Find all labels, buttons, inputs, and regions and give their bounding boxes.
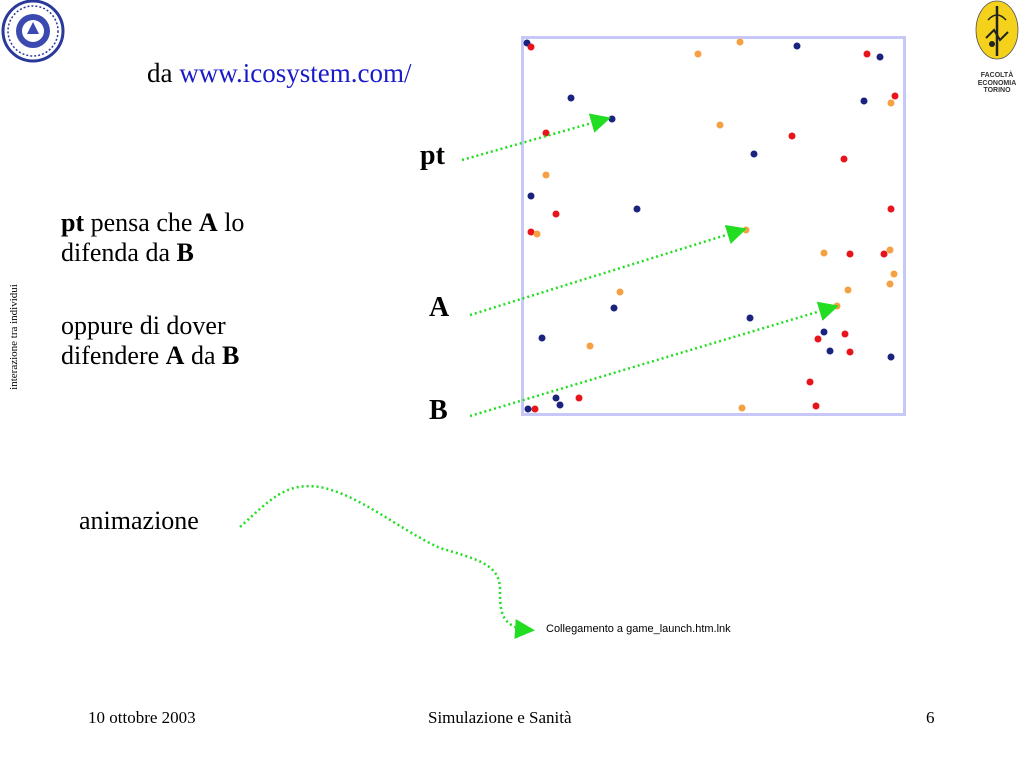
agent-dot	[543, 172, 550, 179]
agent-dot	[528, 44, 535, 51]
term-b: B	[222, 341, 240, 370]
agent-dot	[888, 354, 895, 361]
agent-dot	[821, 250, 828, 257]
arrow-b	[470, 307, 834, 416]
agent-dot	[815, 336, 822, 343]
agent-dot	[532, 406, 539, 413]
footer-title: Simulazione e Sanità	[428, 708, 572, 727]
agent-dot	[892, 93, 899, 100]
para1-text2: lo difenda da	[61, 208, 245, 267]
footer-date: 10 ottobre 2003	[88, 708, 196, 727]
para2-text1: oppure di dover difendere	[61, 311, 226, 370]
agent-dot	[617, 289, 624, 296]
agent-dot	[834, 303, 841, 310]
label-pt: pt	[420, 140, 445, 171]
agent-dot	[887, 247, 894, 254]
agent-dot	[888, 206, 895, 213]
term-a: A	[165, 341, 185, 370]
arrow-animation-link	[240, 486, 530, 630]
agent-dot	[794, 43, 801, 50]
agent-dot	[553, 395, 560, 402]
agent-dot	[881, 251, 888, 258]
agent-dot	[717, 122, 724, 129]
agent-dot	[827, 348, 834, 355]
agent-dot	[539, 335, 546, 342]
arrow-a	[470, 230, 742, 315]
label-b: B	[429, 395, 448, 426]
side-topic-label: interazione tra individui	[8, 284, 20, 390]
footer-page-number: 6	[926, 708, 935, 727]
term-b: B	[176, 238, 194, 267]
agent-dot	[634, 206, 641, 213]
agent-dot	[813, 403, 820, 410]
animation-label[interactable]: animazione	[79, 506, 199, 535]
logo-text-line2: ECONOMIA	[977, 79, 1017, 87]
agent-dot	[747, 315, 754, 322]
agent-dot	[861, 98, 868, 105]
agent-dot	[528, 193, 535, 200]
agent-dot	[553, 211, 560, 218]
game-launch-link[interactable]: Collegamento a game_launch.htm.lnk	[546, 623, 731, 635]
logo-text-line1: FACOLTÀ	[980, 72, 1014, 79]
term-a: A	[198, 208, 218, 237]
para1-text1: pensa che	[84, 208, 199, 237]
agent-dots	[524, 39, 899, 413]
agent-dot	[609, 116, 616, 123]
agent-dot	[611, 305, 618, 312]
para2-text2: da	[184, 341, 222, 370]
label-a: A	[429, 292, 450, 323]
agent-dot	[568, 95, 575, 102]
agent-dot	[739, 405, 746, 412]
agent-dot	[695, 51, 702, 58]
agent-dot	[743, 227, 750, 234]
agent-dot	[576, 395, 583, 402]
agent-dot	[845, 287, 852, 294]
source-prefix: da	[147, 58, 180, 88]
agent-dot	[534, 231, 541, 238]
agent-dot	[864, 51, 871, 58]
agent-dot	[847, 251, 854, 258]
agent-dot	[891, 271, 898, 278]
logo-text-line3: TORINO	[983, 87, 1011, 94]
agent-dot	[842, 331, 849, 338]
arrow-pt	[462, 119, 606, 160]
agent-dot	[821, 329, 828, 336]
agent-dot	[587, 343, 594, 350]
agent-dot	[528, 229, 535, 236]
source-link[interactable]: www.icosystem.com/	[179, 58, 412, 88]
agent-dot	[525, 406, 532, 413]
agent-dot	[543, 130, 550, 137]
agent-dot	[789, 133, 796, 140]
agent-dot	[887, 281, 894, 288]
agent-dot	[888, 100, 895, 107]
agent-dot	[737, 39, 744, 46]
agent-dot	[877, 54, 884, 61]
agent-dot	[847, 349, 854, 356]
agent-dot	[751, 151, 758, 158]
agent-dot	[807, 379, 814, 386]
term-pt: pt	[61, 208, 85, 237]
agent-dot	[557, 402, 564, 409]
agent-dot	[841, 156, 848, 163]
